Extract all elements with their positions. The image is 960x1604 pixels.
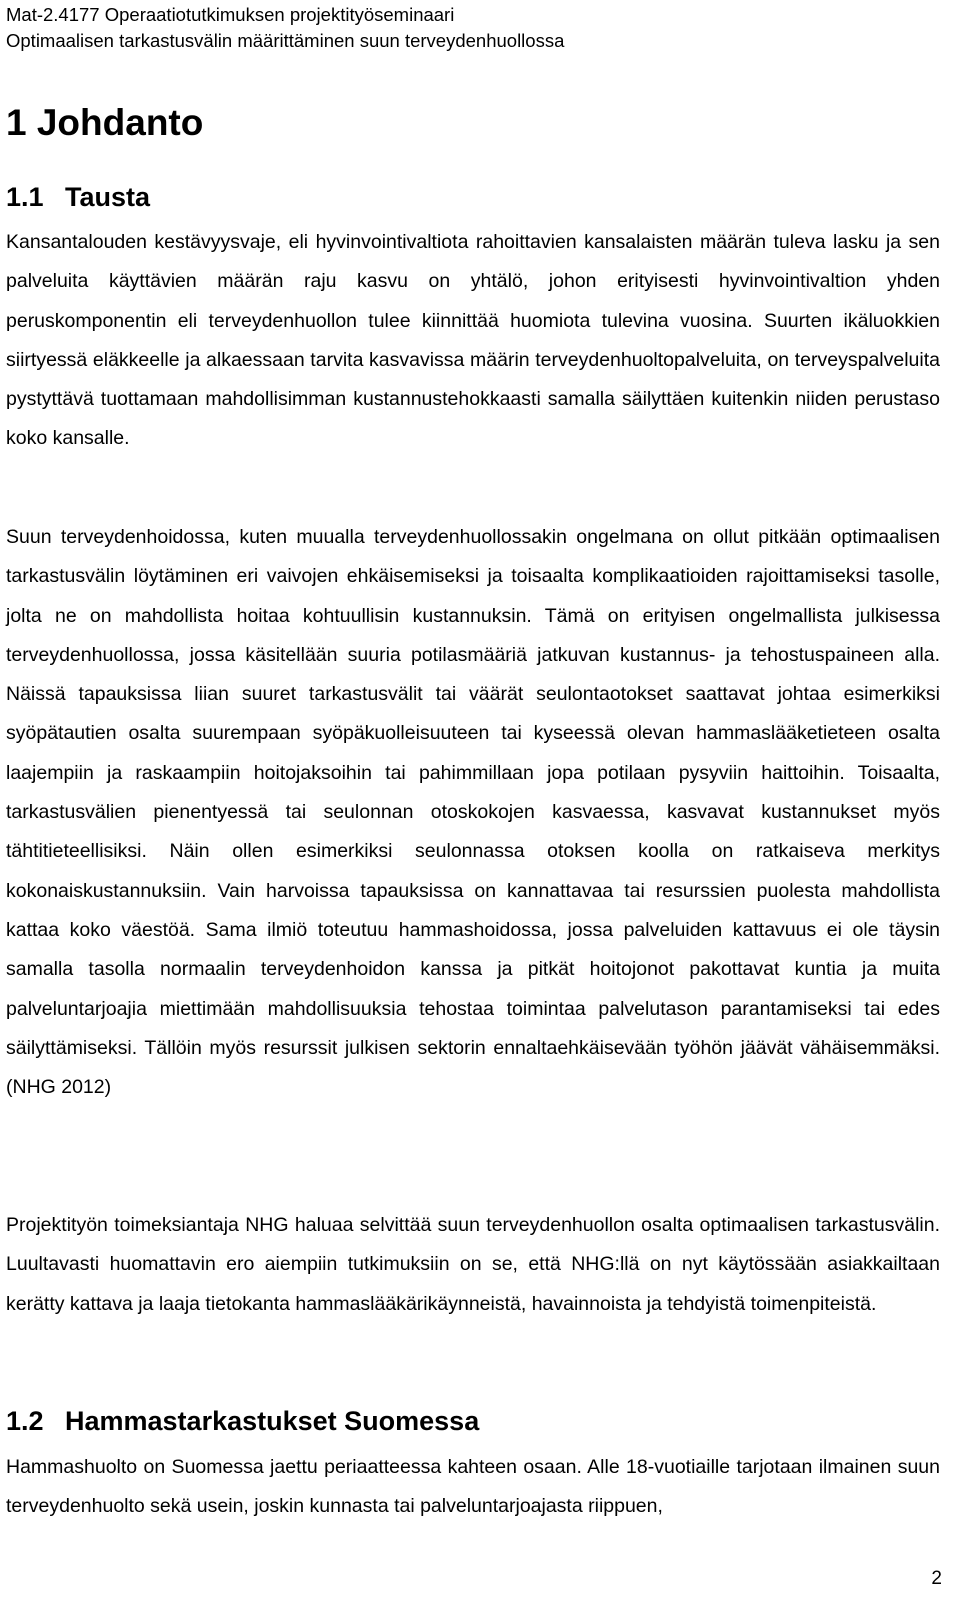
header-title-line: Optimaalisen tarkastusvälin määrittäminen suun terveydenhuollossa <box>6 30 565 51</box>
header-course-line: Mat-2.4177 Operaatiotutkimuksen projektityöseminaari <box>6 4 455 25</box>
section-number: 1.1 <box>6 182 44 212</box>
section-title: Hammastarkastukset Suomessa <box>65 1406 480 1436</box>
paragraph-text: Kansantalouden kestävyysvaje, eli hyvinvointivaltiota rahoittavien kansalaisten määrän tuleva lasku ja sen palveluita käyttävien määrän raju kasvu on yhtälö, johon erityisesti hyvinvointivaltion yhden peruskomponentin eli terveydenhuollon tulee kiinnittää huomiota tulevina vuosina. Suurten ikäluokkien siirtyessä eläkkeelle ja alkaessaan tarvita kasvavissa määrin terveydenhuoltopalveluita, on terveyspalveluita pystyttävä tuottamaan mahdollisimman kustannustehokkaasti samalla säilyttäen kuitenkin niiden perustaso koko kansalle. <box>6 231 940 450</box>
paragraph-tausta-2 <box>6 518 940 1107</box>
paragraph-tausta-1 <box>6 223 940 459</box>
chapter-heading: 1 Johdanto <box>6 102 204 143</box>
paragraph-text: Projektityön toimeksiantaja NHG haluaa selvittää suun terveydenhuollon osalta optimaalisen tarkastusvälin. Luultavasti huomattavin ero aiempiin tutkimuksiin on se, että NHG:llä on nyt käytössään asiakkailtaan kerätty kattava ja laaja tietokanta hammaslääkärikäynneistä, havainnoista ja tehdyistä toimenpiteistä. <box>6 1214 940 1315</box>
paragraph-hammastarkastukset-1 <box>6 1448 940 1527</box>
page-number: 2 <box>931 1568 942 1589</box>
paragraph-text: Hammashuolto on Suomessa jaettu periaatteessa kahteen osaan. Alle 18-vuotiaille tarjotaan ilmainen suun terveydenhuolto sekä usein, joskin kunnasta tai palveluntarjoajasta riippuen, <box>6 1456 940 1518</box>
section-number: 1.2 <box>6 1406 44 1436</box>
section-heading-tausta <box>6 180 150 214</box>
running-header <box>6 2 946 54</box>
section-title: Tausta <box>65 182 151 212</box>
paragraph-text: Suun terveydenhoidossa, kuten muualla terveydenhuollossakin ongelmana on ollut pitkään optimaalisen tarkastusvälin löytäminen eri vaivojen ehkäisemiseksi ja toisaalta komplikaatioiden rajoittamiseksi tasolle, jolta ne on mahdollista hoitaa kohtuullisin kustannuksin. Tämä on erityisen ongelmallista julkisessa terveydenhuollossa, jossa käsitellään suuria potilasmääriä jatkuvan kustannus- ja tehostuspaineen alla. Näissä tapauksissa liian suuret tarkastusvälit tai väärät seulontaotokset saattavat johtaa esimerkiksi syöpätautien osalta suurempaan syöpäkuolleisuuteen tai kyseessä olevan hammaslääketieteen osalta laajempiin ja raskaampiin hoitojaksoihin tai pahimmillaan jopa potilaan pysyviin haittoihin. Toisaalta, tarkastusvälien pienentyessä tai seulonnan otoskokojen kasvaessa, kasvavat kustannukset myös tähtitieteellisiksi. Näin ollen esimerkiksi seulonnassa otoksen koolla on ratkaiseva merkitys kokonaiskustannuksiin. Vain harvoissa tapauksissa on kannattavaa tai resurssien puolesta mahdollista kattaa koko väestöä. Sama ilmiö toteutuu hammashoidossa, jossa palveluiden kattavuus ei ole täysin samalla tasolla normaalin terveydenhoidon kanssa ja pitkät hoitojonot pakottavat kuntia ja muita palveluntarjoajia miettimään mahdollisuuksia tehostaa toimintaa palvelutason parantamiseksi tai edes säilyttämiseksi. Tällöin myös resurssit julkisen sektorin ennaltaehkäisevään työhön jäävät vähäisemmäksi. (NHG 2012) <box>6 526 940 1099</box>
paragraph-tausta-3 <box>6 1206 940 1324</box>
section-heading-hammastarkastukset <box>6 1404 479 1438</box>
